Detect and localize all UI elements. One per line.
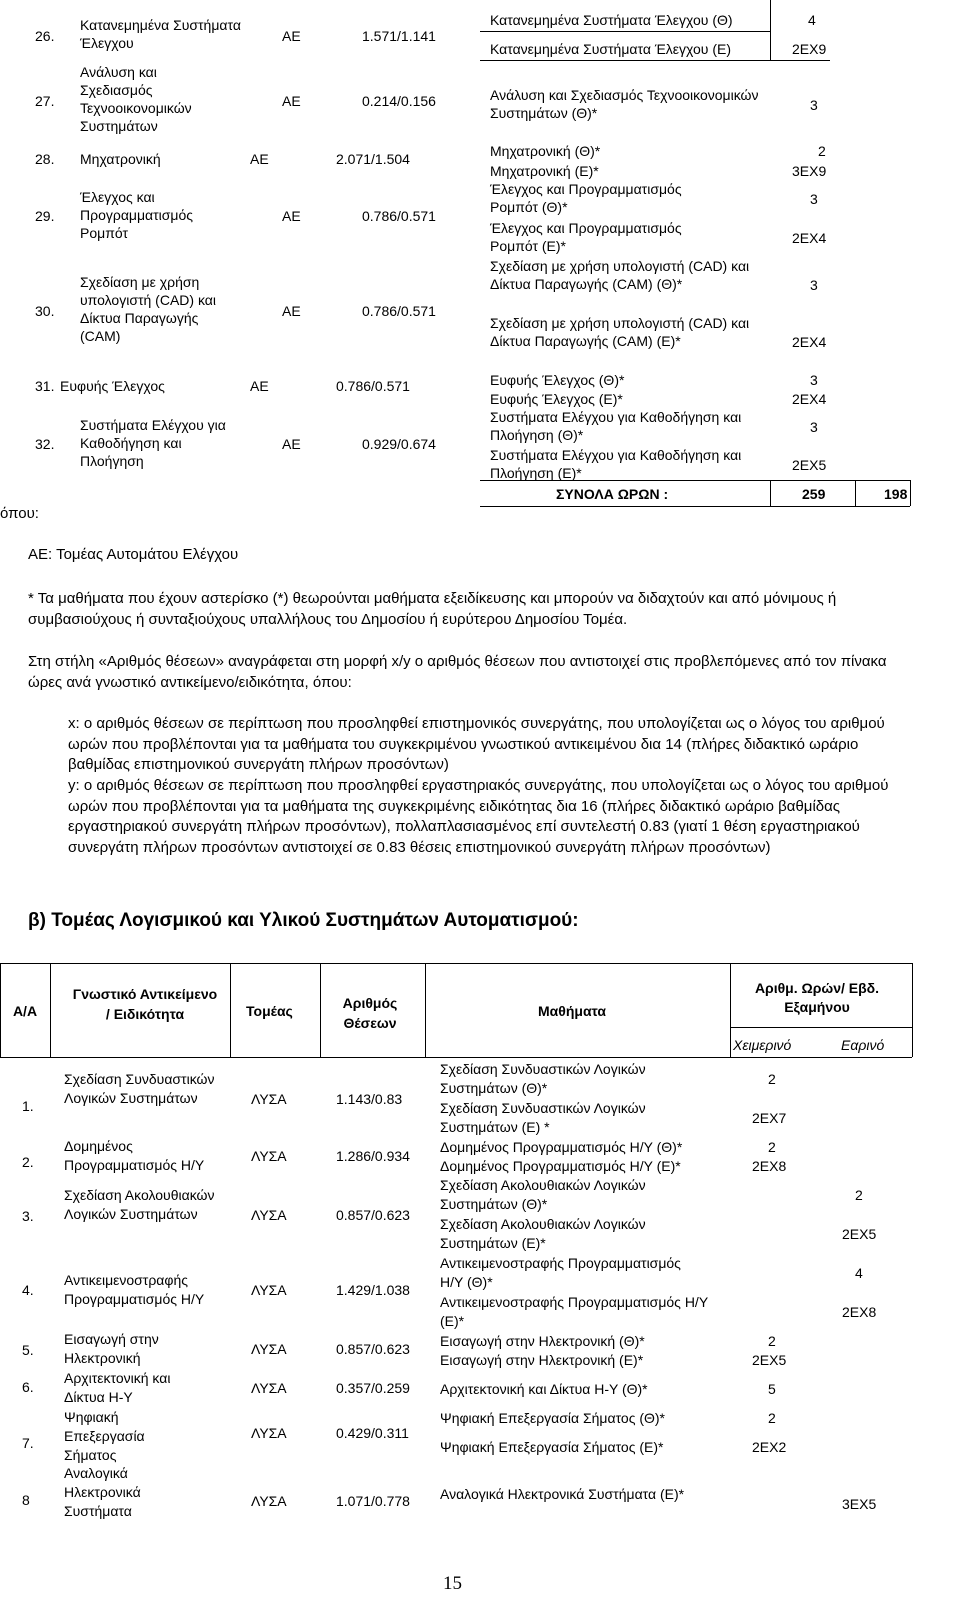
row-positions: 0.786/0.571 <box>362 303 436 319</box>
row-subject: Σχεδίαση Ακολουθιακών Λογικών Συστημάτων <box>64 1187 215 1222</box>
row-num: 1. <box>22 1098 34 1114</box>
note-column: Στη στήλη «Αριθμός θέσεων» αναγράφεται στη μορφή x/y ο αριθμός θέσεων που αντιστοιχεί στις προβλεπόμενες από τον πίνακα ώρες ανά γνωστικό αντικείμενο/ειδικότητα, όπου: <box>28 653 887 691</box>
course-hours: 2ΕΧ5 <box>842 1226 877 1242</box>
row-positions: 0.214/0.156 <box>362 93 436 109</box>
row-subject: Ψηφιακή Επεξεργασία Σήματος <box>64 1409 145 1463</box>
row-num: 7. <box>22 1435 34 1451</box>
course-hours: 5 <box>768 1381 776 1397</box>
row-positions: 0.357/0.259 <box>336 1380 410 1396</box>
row-sector: ΛΥΣΑ <box>251 1207 287 1223</box>
totals-spring: 198 <box>884 486 908 502</box>
course-name: Μηχατρονική (Θ)* <box>490 143 601 159</box>
course-hours: 2ΕΧ9 <box>792 41 827 57</box>
page-number: 15 <box>443 1573 462 1594</box>
row-sector: ΑΕ <box>282 208 301 224</box>
course-name: Εισαγωγή στην Ηλεκτρονική (Ε)* <box>440 1352 644 1368</box>
row-num: 26. <box>35 28 55 44</box>
legend-ae: ΑΕ: Τομέας Αυτομάτου Ελέγχου <box>28 546 239 563</box>
row-num: 8 <box>22 1492 30 1508</box>
row-subject: Εισαγωγή στην Ηλεκτρονική <box>64 1331 159 1366</box>
row-positions: 1.143/0.83 <box>336 1091 403 1107</box>
row-positions: 1.286/0.934 <box>336 1148 410 1164</box>
row-positions: 0.857/0.623 <box>336 1207 410 1223</box>
course-name: Σχεδίαση Ακολουθιακών Λογικών Συστημάτων (Ε)* <box>440 1216 646 1251</box>
course-name: Έλεγχος και Προγραμματισμός Ρομπότ (Ε)* <box>490 220 682 254</box>
row-subject: Ευφυής Έλεγχος <box>60 378 165 394</box>
row-sector: ΑΕ <box>250 378 269 394</box>
header-spring: Εαρινό <box>841 1037 885 1053</box>
row-subject: Σχεδίαση με χρήση υπολογιστή (CAD) και Δίκτυα Παραγωγής (CAM) <box>80 274 216 344</box>
course-hours: 3ΕΧ5 <box>842 1496 877 1512</box>
row-positions: 2.071/1.504 <box>336 151 410 167</box>
row-sector: ΛΥΣΑ <box>251 1380 287 1396</box>
row-positions: 0.786/0.571 <box>362 208 436 224</box>
totals-winter: 259 <box>802 486 826 502</box>
note-y: y: ο αριθμός θέσεων σε περίπτωση που προσληφθεί εργαστηριακός συνεργάτης, που υπολογίζεται ως ο λόγος του αριθμού ωρών που προβλέπονται για τα μαθήματα της συγκεκριμένης ειδικότητας δια 16 (πλήρες διδακτικό ωράριο βαθμίδας εργαστηριακού συνεργάτη πλήρων προσόντων), πολλαπλασιασμένος επί συντελεστή 0.83 (γιατί 1 θέση εργαστηριακού συνεργάτη πλήρων προσόντων αντιστοιχεί σε 0.83 θέσεις επιστημονικού συνεργάτη πλήρων προσόντων) <box>68 777 889 856</box>
row-positions: 0.857/0.623 <box>336 1341 410 1357</box>
row-positions: 0.429/0.311 <box>336 1425 409 1441</box>
course-hours: 2ΕΧ4 <box>792 230 827 246</box>
course-name: Έλεγχος και Προγραμματισμός Ρομπότ (Θ)* <box>490 181 682 215</box>
row-num: 5. <box>22 1342 34 1358</box>
header-courses: Μαθήματα <box>538 1003 607 1019</box>
course-name: Ψηφιακή Επεξεργασία Σήματος (Ε)* <box>440 1439 664 1455</box>
course-name: Ευφυής Έλεγχος (Θ)* <box>490 372 625 388</box>
row-subject: Αντικειμενοστραφής Προγραμματισμός Η/Υ <box>64 1272 205 1307</box>
course-name: Σχεδίαση Συνδυαστικών Λογικών Συστημάτων (Θ)* <box>440 1061 646 1096</box>
course-hours: 2 <box>768 1410 776 1426</box>
course-name: Αναλογικά Ηλεκτρονικά Συστήματα (Ε)* <box>440 1486 685 1502</box>
course-name: Σχεδίαση με χρήση υπολογιστή (CAD) και Δίκτυα Παραγωγής (CAM) (Θ)* <box>490 258 750 292</box>
course-name: Αντικειμενοστραφής Προγραμματισμός Η/Υ (Ε)* <box>440 1294 708 1329</box>
row-sector: ΑΕ <box>282 28 301 44</box>
course-name: Κατανεμημένα Συστήματα Έλεγχου (Ε) <box>490 41 732 57</box>
course-name: Αντικειμενοστραφής Προγραμματισμός Η/Υ (Θ)* <box>440 1255 681 1290</box>
course-name: Σχεδίαση με χρήση υπολογιστή (CAD) και Δίκτυα Παραγωγής (CAM) (Ε)* <box>490 315 750 349</box>
course-hours: 2 <box>855 1187 863 1203</box>
course-name: Μηχατρονική (Ε)* <box>490 163 599 179</box>
course-hours: 4 <box>855 1265 863 1281</box>
course-hours: 2 <box>768 1139 776 1155</box>
course-hours: 2ΕΧ5 <box>752 1352 787 1368</box>
note-asterisk: * Τα μαθήματα που έχουν αστερίσκο (*) θεωρούνται μαθήματα εξειδίκευσης και μπορούν να διδαχτούν και από μόνιμους ή συμβασιούχους ή συνταξιούχους υπαλλήλους του Δημοσίου ή ευρύτερου Δημοσίου Τομέα. <box>28 590 837 628</box>
row-subject: Αναλογικά Ηλεκτρονικά Συστήματα <box>64 1465 141 1519</box>
course-hours: 3 <box>810 97 818 113</box>
row-num: 6. <box>22 1379 34 1395</box>
course-hours: 3 <box>810 277 818 293</box>
course-name: Σχεδίαση Συνδυαστικών Λογικών Συστημάτων (Ε) * <box>440 1100 646 1135</box>
row-subject: Έλεγχος και Προγραμματισμός Ρομπότ <box>80 189 194 241</box>
totals-label: ΣΥΝΟΛΑ ΩΡΩΝ : <box>556 486 669 502</box>
course-name: Σχεδίαση Ακολουθιακών Λογικών Συστημάτων (Θ)* <box>440 1177 646 1212</box>
course-hours: 2 <box>818 143 826 159</box>
course-hours: 3 <box>810 191 818 207</box>
row-sector: ΑΕ <box>282 436 301 452</box>
row-num: 32. <box>35 436 55 452</box>
course-hours: 2 <box>768 1333 776 1349</box>
row-sector: ΑΕ <box>282 93 301 109</box>
course-name: Ευφυής Έλεγχος (Ε)* <box>490 391 623 407</box>
course-hours: 2ΕΧ8 <box>842 1304 877 1320</box>
row-subject: Σχεδίαση Συνδυαστικών Λογικών Συστημάτων <box>64 1071 215 1106</box>
row-num: 31. <box>35 378 55 394</box>
row-subject: Κατανεμημένα Συστήματα Έλεγχου <box>80 17 241 51</box>
course-name: Κατανεμημένα Συστήματα Έλεγχου (Θ) <box>490 12 733 28</box>
header-num: Α/Α <box>12 1003 38 1019</box>
row-sector: ΛΥΣΑ <box>251 1425 287 1441</box>
row-num: 2. <box>22 1154 34 1170</box>
course-hours: 2ΕΧ4 <box>792 391 827 407</box>
course-name: Δομημένος Προγραμματισμός Η/Υ (Ε)* <box>440 1158 681 1174</box>
row-num: 29. <box>35 208 55 224</box>
row-sector: ΛΥΣΑ <box>251 1091 287 1107</box>
course-hours: 2ΕΧ5 <box>792 457 827 473</box>
header-subject: Γνωστικό Αντικείμενο / Ειδικότητα <box>72 986 218 1022</box>
course-name: Συστήματα Ελέγχου για Καθοδήγηση και Πλοήγηση (Θ)* <box>490 409 742 443</box>
row-subject: Δομημένος Προγραμματισμός Η/Υ <box>64 1138 205 1173</box>
course-hours: 2 <box>768 1071 776 1087</box>
row-sector: ΑΕ <box>250 151 269 167</box>
legend-where: όπου: <box>0 505 39 522</box>
row-subject: Αρχιτεκτονική και Δίκτυα Η-Υ <box>64 1370 171 1405</box>
row-positions: 0.786/0.571 <box>336 378 410 394</box>
row-sector: ΛΥΣΑ <box>251 1282 287 1298</box>
row-sector: ΛΥΣΑ <box>251 1148 287 1164</box>
row-subject: Συστήματα Ελέγχου για Καθοδήγηση και Πλοήγηση <box>80 417 226 469</box>
row-positions: 1.571/1.141 <box>362 28 436 44</box>
course-name: Δομημένος Προγραμματισμός Η/Υ (Θ)* <box>440 1139 683 1155</box>
course-name: Ψηφιακή Επεξεργασία Σήματος (Θ)* <box>440 1410 665 1426</box>
row-num: 3. <box>22 1208 34 1224</box>
course-name: Ανάλυση και Σχεδιασμός Τεχνοοικονομικών Συστημάτων (Θ)* <box>490 87 759 121</box>
header-positions: Αριθμός Θέσεων <box>342 995 398 1031</box>
course-hours: 2ΕΧ7 <box>752 1110 787 1126</box>
row-subject: Ανάλυση και Σχεδιασμός Τεχνοοικονομικών Συστημάτων <box>80 64 192 134</box>
header-hours: Αριθμ. Ωρών/ Εβδ. Εξαμήνου <box>754 980 880 1015</box>
header-sector: Τομέας <box>246 1003 293 1019</box>
row-num: 27. <box>35 93 55 109</box>
course-hours: 3 <box>810 419 818 435</box>
row-num: 4. <box>22 1282 34 1298</box>
course-hours: 2ΕΧ2 <box>752 1439 787 1455</box>
row-subject: Μηχατρονική <box>80 151 161 167</box>
course-hours: 3 <box>810 372 818 388</box>
row-num: 28. <box>35 151 55 167</box>
course-hours: 2ΕΧ4 <box>792 334 827 350</box>
row-positions: 1.429/1.038 <box>336 1282 410 1298</box>
row-positions: 1.071/0.778 <box>336 1493 410 1509</box>
course-name: Συστήματα Ελέγχου για Καθοδήγηση και Πλοήγηση (Ε)* <box>490 447 742 481</box>
course-name: Εισαγωγή στην Ηλεκτρονική (Θ)* <box>440 1333 645 1349</box>
row-sector: ΑΕ <box>282 303 301 319</box>
header-winter: Χειμερινό <box>733 1037 792 1053</box>
row-num: 30. <box>35 303 55 319</box>
row-sector: ΛΥΣΑ <box>251 1341 287 1357</box>
section-b-title: β) Τομέας Λογισμικού και Υλικού Συστημάτων Αυτοματισμού: <box>28 910 579 931</box>
row-positions: 0.929/0.674 <box>362 436 436 452</box>
course-hours: 3ΕΧ9 <box>792 163 827 179</box>
course-hours: 2ΕΧ8 <box>752 1158 787 1174</box>
course-hours: 4 <box>808 12 816 28</box>
row-sector: ΛΥΣΑ <box>251 1493 287 1509</box>
course-name: Αρχιτεκτονική και Δίκτυα Η-Υ (Θ)* <box>440 1381 648 1397</box>
note-x: x: ο αριθμός θέσεων σε περίπτωση που προσληφθεί επιστημονικός συνεργάτης, που υπολογίζεται ως ο λόγος του αριθμού ωρών που προβλέπονται για τα μαθήματα του συγκεκριμένου γνωστικού αντικειμένου δια 14 (πλήρες διδακτικό ωράριο βαθμίδας επιστημονικού συνεργάτη πλήρων προσόντων) <box>68 715 885 773</box>
